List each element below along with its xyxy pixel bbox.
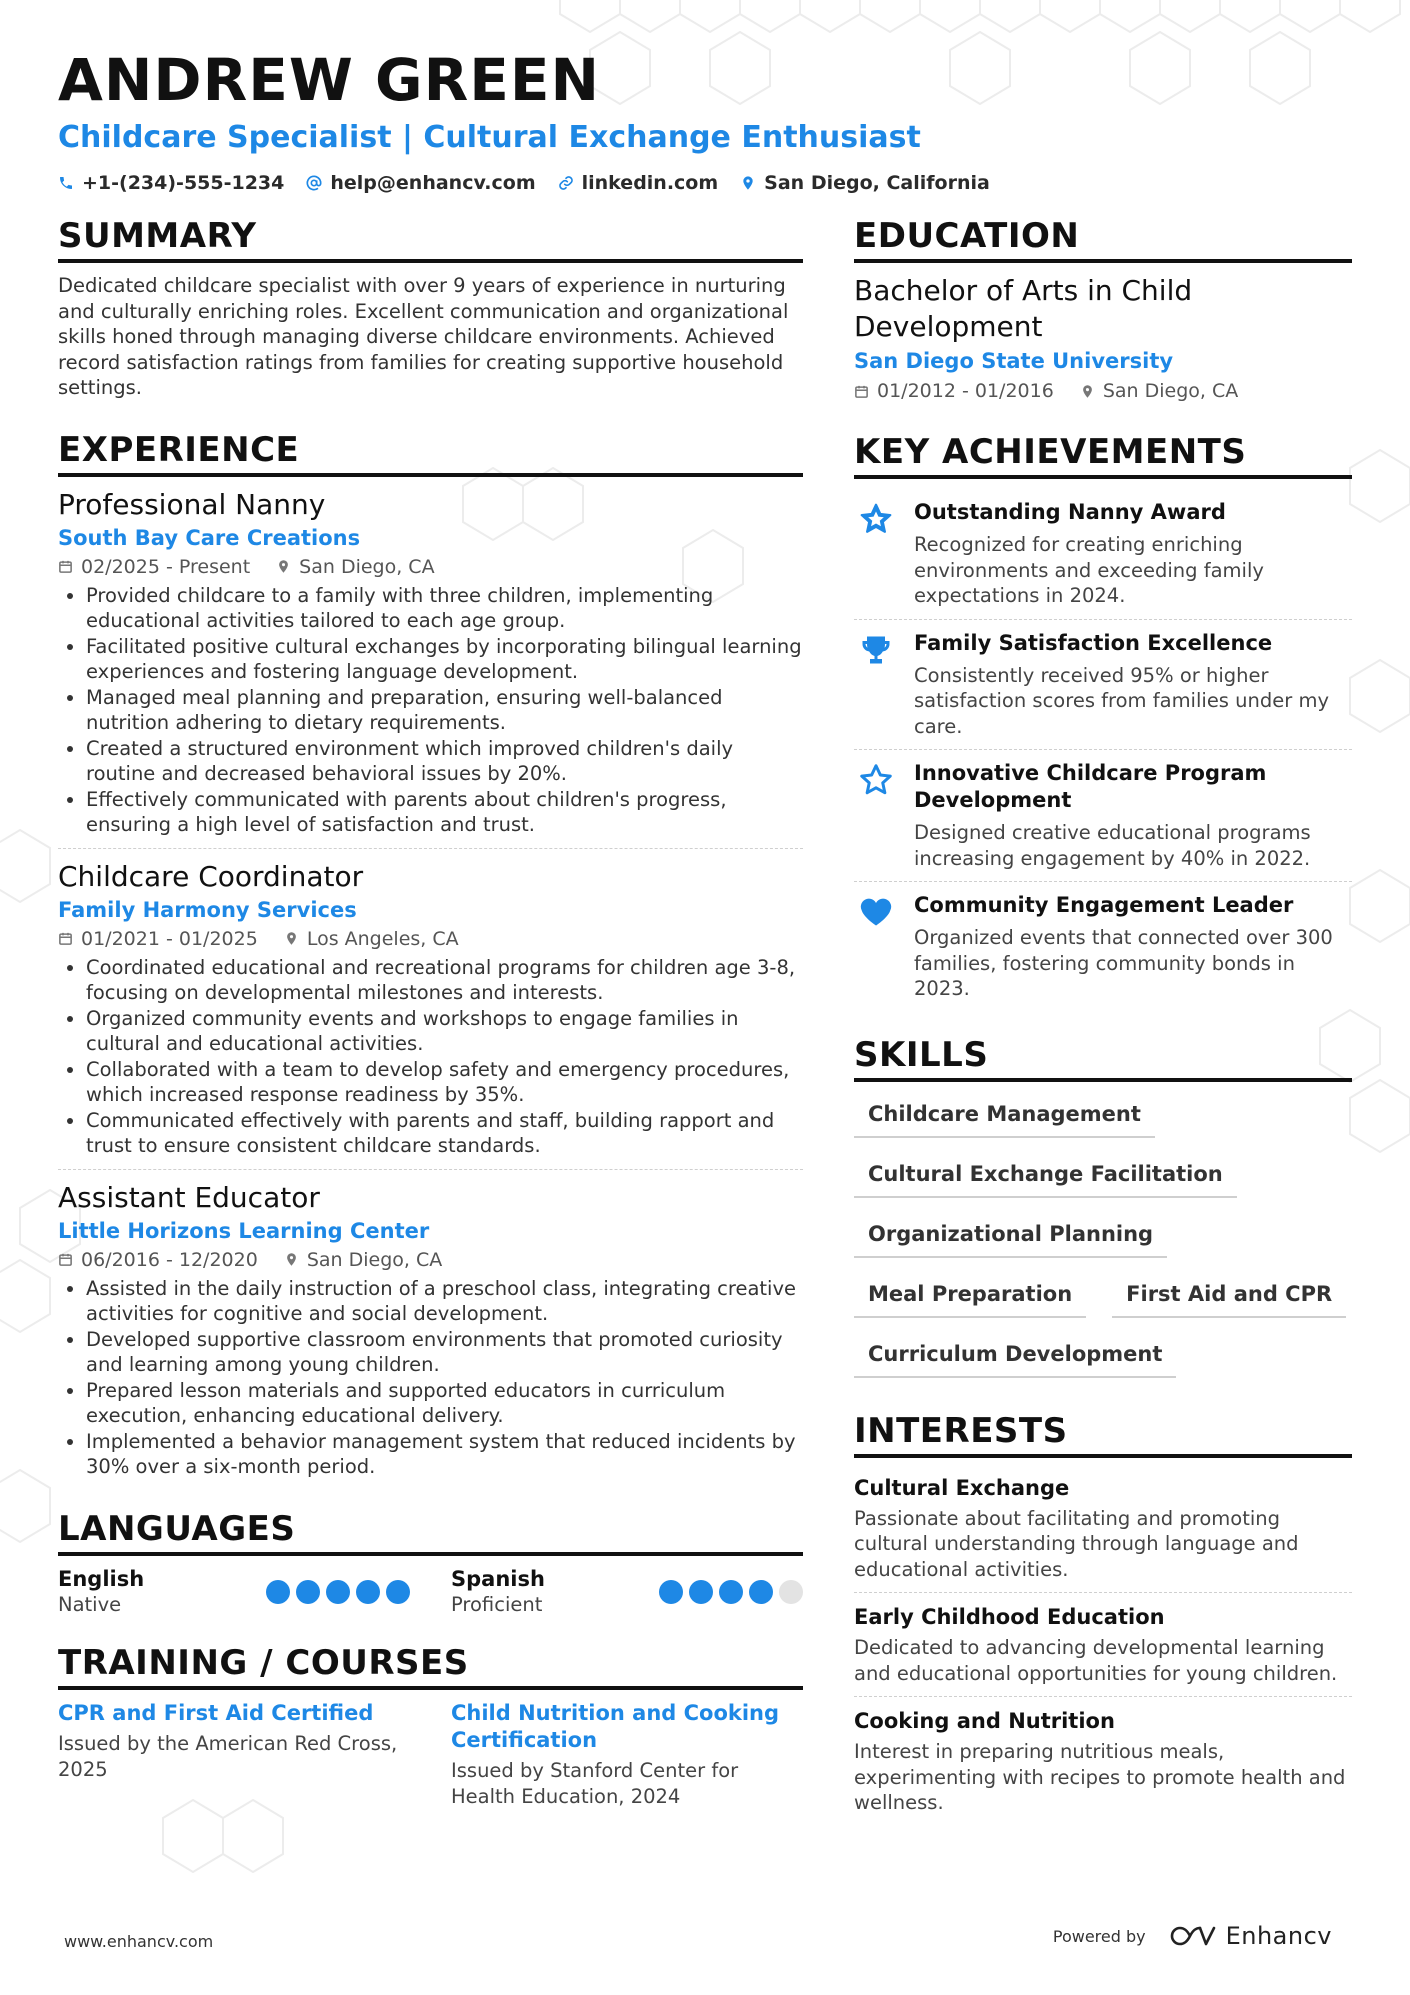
contact-row [58, 172, 1358, 194]
job-entry [58, 487, 803, 848]
experience-section [58, 429, 803, 1490]
degree-title: Bachelor of Arts in Child Development [854, 274, 1193, 343]
job-bullets [58, 583, 803, 838]
interests-section [854, 1410, 1352, 1826]
right-column [854, 215, 1352, 1826]
skill-tag: Cultural Exchange Facilitation [854, 1156, 1237, 1198]
rating-dot-filled [749, 1580, 773, 1604]
interest-item [854, 1696, 1352, 1826]
achievement-desc: Designed creative educational programs increasing engagement by 40% in 2022. [914, 821, 1311, 870]
education-dates: 01/2012 - 01/2016 [877, 380, 1054, 402]
course-desc: Issued by the American Red Cross, 2025 [58, 1731, 398, 1781]
contact-location [740, 172, 990, 194]
job-location: San Diego, CA [299, 555, 435, 578]
job-title: Childcare Coordinator [58, 859, 364, 893]
achievement-item [854, 749, 1352, 881]
job-meta [58, 553, 803, 581]
job-bullet: • Prepared lesson materials and supported educators in curriculum execution, enhancing educational delivery. [86, 1378, 803, 1429]
achievements-heading: KEY ACHIEVEMENTS [854, 431, 1352, 479]
education-heading: EDUCATION [854, 215, 1352, 263]
rating-dot-filled [386, 1580, 410, 1604]
job-title: Professional Nanny [58, 487, 326, 521]
linkedin-text: linkedin.com [581, 172, 719, 194]
job-bullet: • Provided childcare to a family with three children, implementing educational activities tailored to each age group. [86, 583, 803, 634]
star-icon [858, 501, 894, 537]
language-rating [266, 1580, 410, 1604]
email-text: help@enhancv.com [330, 172, 536, 194]
interest-item [854, 1468, 1352, 1593]
job-bullet: • Organized community events and workshops to engage families in cultural and educational activities. [86, 1006, 803, 1057]
rating-dot-filled [266, 1580, 290, 1604]
brand-name: Enhancv [1225, 1922, 1332, 1950]
skill-tag: Childcare Management [854, 1096, 1155, 1138]
course-item [451, 1700, 803, 1810]
course-title: Child Nutrition and Cooking Certification [451, 1700, 780, 1752]
job-company: Family Harmony Services [58, 897, 357, 922]
rating-dot-filled [356, 1580, 380, 1604]
location-pin-icon [276, 559, 291, 574]
job-entry [58, 848, 803, 1169]
job-bullet: • Facilitated positive cultural exchanges by incorporating bilingual learning experiences and fostering language development. [86, 634, 803, 685]
education-meta [854, 377, 1352, 405]
interests-heading: INTERESTS [854, 1410, 1352, 1458]
summary-text: Dedicated childcare specialist with over 9 years of experience in nurturing and culturally enriching roles. Excellent communication and organizational skills honed through managing diverse childcare environments. Achieved record satisfaction ratings from families for creating supportive household settings. [58, 274, 789, 399]
rating-dot-filled [296, 1580, 320, 1604]
at-sign-icon [306, 175, 322, 191]
interest-desc: Passionate about facilitating and promoting cultural understanding through language and educational activities. [854, 1506, 1299, 1581]
footer-branding [1053, 1922, 1332, 1950]
language-level: Native [58, 1592, 122, 1616]
skills-heading: SKILLS [854, 1034, 1352, 1082]
heart-icon [858, 894, 894, 930]
job-dates: 01/2021 - 01/2025 [81, 927, 258, 950]
contact-email[interactable] [306, 172, 535, 194]
job-dates: 06/2016 - 12/2020 [81, 1248, 258, 1271]
phone-icon [58, 175, 74, 191]
training-heading: TRAINING / COURSES [58, 1642, 803, 1690]
course-title: CPR and First Aid Certified [58, 1700, 374, 1725]
calendar-icon [58, 1252, 73, 1267]
training-section [58, 1642, 803, 1810]
job-location: Los Angeles, CA [306, 927, 459, 950]
candidate-name: ANDREW GREEN [58, 46, 601, 114]
school-name: San Diego State University [854, 349, 1174, 373]
rating-dot-filled [659, 1580, 683, 1604]
location-pin-icon [740, 175, 756, 191]
experience-heading: EXPERIENCE [58, 429, 803, 477]
skill-tag: Meal Preparation [854, 1276, 1086, 1318]
job-bullet: • Coordinated educational and recreational programs for children age 3-8, focusing on developmental milestones and interests. [86, 955, 803, 1006]
languages-heading: LANGUAGES [58, 1508, 803, 1556]
interest-desc: Interest in preparing nutritious meals, experimenting with recipes to promote health and wellness. [854, 1740, 1346, 1814]
job-bullet: • Communicated effectively with parents and staff, building rapport and trust to ensure consistent childcare standards. [86, 1108, 803, 1159]
achievement-item [854, 881, 1352, 1012]
phone-text: +1-(234)-555-1234 [82, 172, 285, 194]
resume-header [58, 44, 1358, 194]
interest-title: Early Childhood Education [854, 1605, 1165, 1629]
job-bullet: • Collaborated with a team to develop safety and emergency procedures, which increased response readiness by 35%. [86, 1057, 803, 1108]
job-bullet: • Implemented a behavior management system that reduced incidents by 30% over a six-month period. [86, 1429, 803, 1480]
achievement-title: Community Engagement Leader [914, 893, 1294, 917]
job-company: South Bay Care Creations [58, 525, 361, 550]
achievement-desc: Consistently received 95% or higher satisfaction scores from families under my care. [914, 663, 1330, 738]
interest-desc: Dedicated to advancing developmental learning and educational opportunities for young children. [854, 1636, 1338, 1685]
rating-dot-filled [326, 1580, 350, 1604]
skill-tag: Organizational Planning [854, 1216, 1167, 1258]
language-item [58, 1566, 410, 1618]
location-pin-icon [284, 931, 299, 946]
achievement-desc: Recognized for creating enriching environments and exceeding family expectations in 2024. [914, 533, 1264, 607]
summary-heading: SUMMARY [58, 215, 803, 263]
job-meta [58, 1246, 803, 1274]
brand-logo[interactable] [1170, 1922, 1332, 1950]
skill-tag: First Aid and CPR [1112, 1276, 1346, 1318]
language-name: English [58, 1566, 145, 1591]
interest-title: Cooking and Nutrition [854, 1709, 1115, 1733]
link-icon [558, 175, 574, 191]
job-title: Assistant Educator [58, 1180, 320, 1214]
location-text: San Diego, California [764, 172, 990, 194]
job-bullet: • Managed meal planning and preparation, ensuring well-balanced nutrition adhering to dietary requirements. [86, 685, 803, 736]
interest-item [854, 1592, 1352, 1696]
rating-dot-empty [779, 1580, 803, 1604]
interest-title: Cultural Exchange [854, 1475, 1070, 1500]
language-rating [659, 1580, 803, 1604]
achievements-section [854, 431, 1352, 1012]
achievement-desc: Organized events that connected over 300 families, fostering community bonds in 2023. [914, 926, 1333, 1000]
location-pin-icon [1080, 384, 1095, 399]
job-entry [58, 1169, 803, 1490]
job-bullet: • Created a structured environment which improved children's daily routine and decreased behavioral issues by 20%. [86, 736, 803, 787]
star-outline-icon [858, 762, 894, 798]
enhancv-logo-icon [1170, 1924, 1216, 1948]
achievement-item [854, 619, 1352, 750]
job-meta [58, 925, 803, 953]
course-item [58, 1700, 410, 1810]
achievement-title: Outstanding Nanny Award [914, 500, 1226, 524]
achievement-title: Family Satisfaction Excellence [914, 630, 1273, 655]
trophy-icon [858, 632, 894, 668]
contact-phone[interactable] [58, 172, 284, 194]
job-bullet: • Developed supportive classroom environments that promoted curiosity and learning among young children. [86, 1327, 803, 1378]
summary-section [58, 215, 803, 401]
powered-by-label: Powered by [1052, 1926, 1146, 1946]
education-location: San Diego, CA [1102, 380, 1239, 402]
rating-dot-filled [719, 1580, 743, 1604]
calendar-icon [58, 931, 73, 946]
calendar-icon [854, 384, 869, 399]
skills-section [854, 1034, 1352, 1378]
job-dates: 02/2025 - Present [81, 555, 251, 578]
achievement-item [854, 489, 1352, 619]
education-section [854, 215, 1352, 405]
calendar-icon [58, 559, 73, 574]
achievement-title: Innovative Childcare Program Development [914, 761, 1267, 812]
rating-dot-filled [689, 1580, 713, 1604]
job-location: San Diego, CA [306, 1248, 443, 1271]
language-level: Proficient [451, 1592, 543, 1616]
languages-section [58, 1508, 803, 1618]
location-pin-icon [284, 1252, 299, 1267]
job-bullet: • Assisted in the daily instruction of a preschool class, integrating creative activities for cognitive and social development. [86, 1276, 803, 1327]
job-bullets [58, 955, 803, 1159]
job-bullets [58, 1276, 803, 1480]
course-desc: Issued by Stanford Center for Health Education, 2024 [451, 1758, 739, 1808]
candidate-title: Childcare Specialist | Cultural Exchange Enthusiast [58, 120, 921, 155]
job-bullet: • Effectively communicated with parents about children's progress, ensuring a high level of satisfaction and trust. [86, 787, 803, 838]
left-column [58, 215, 803, 1810]
job-company: Little Horizons Learning Center [58, 1218, 430, 1243]
language-name: Spanish [451, 1566, 545, 1591]
footer-website[interactable]: www.enhancv.com [64, 1932, 214, 1951]
language-item [451, 1566, 803, 1618]
skill-tag: Curriculum Development [854, 1336, 1176, 1378]
contact-linkedin[interactable] [558, 172, 719, 194]
